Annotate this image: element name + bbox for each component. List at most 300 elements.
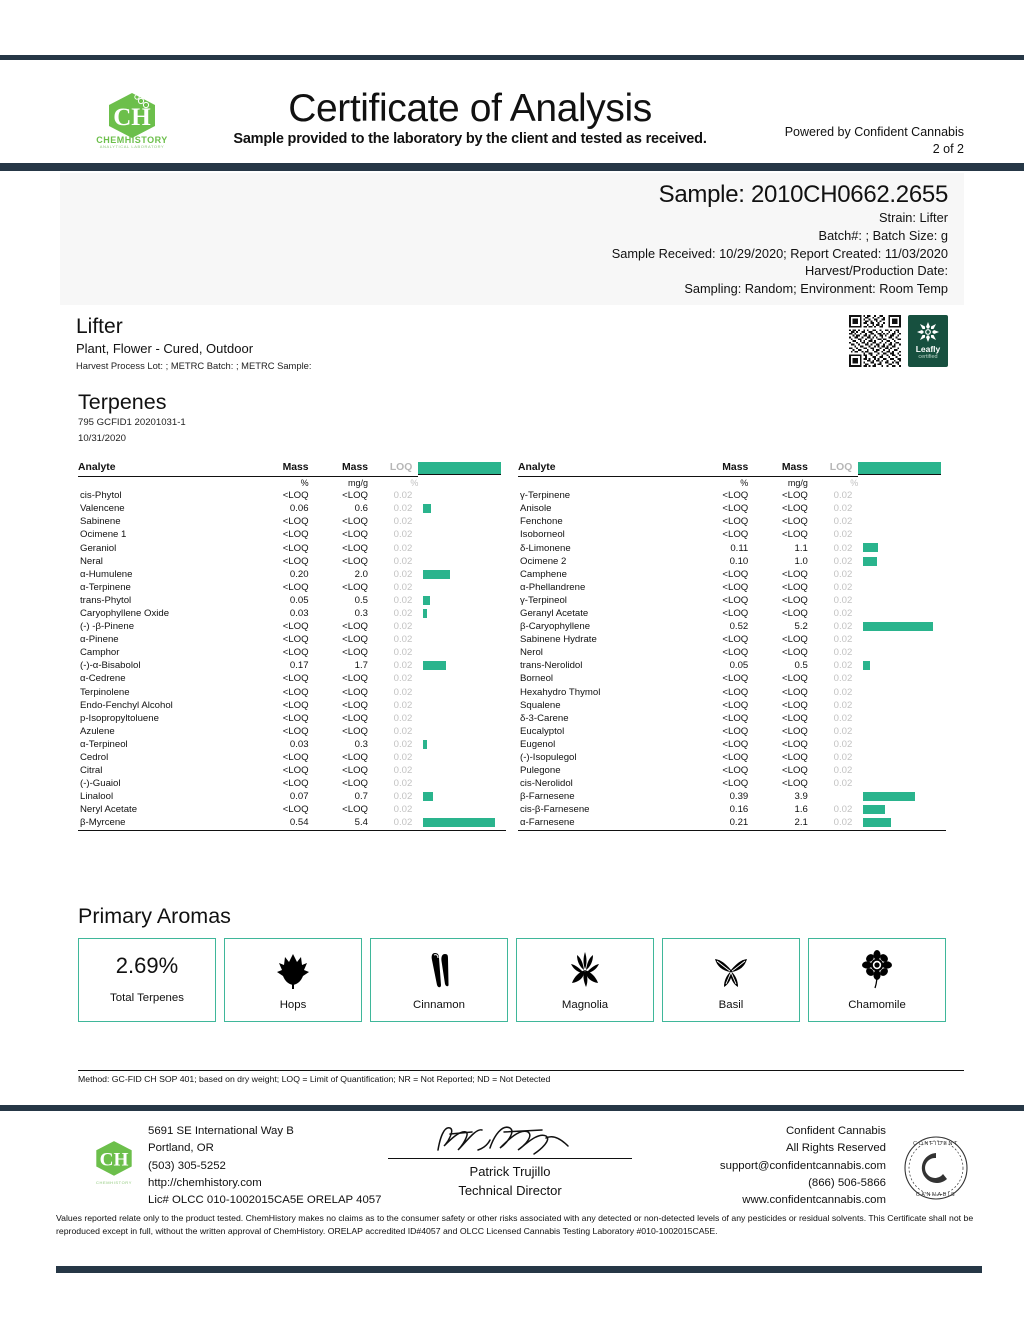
cell-analyte: trans-Nerolidol <box>520 660 583 672</box>
cell-bar <box>858 541 946 554</box>
leafly-sublabel: certified <box>918 354 938 361</box>
cell-mass-pct: 0.39 <box>729 791 749 803</box>
lab-website[interactable]: http://chemhistory.com <box>148 1176 262 1189</box>
cell-analyte: cis-Phytol <box>80 490 122 502</box>
cell-loq: 0.02 <box>833 568 853 580</box>
cell-mass-mgg: <LOQ <box>342 699 369 711</box>
cell-mass-pct: <LOQ <box>282 647 309 659</box>
cell-loq: 0.02 <box>833 594 853 606</box>
table-header-row <box>78 462 506 477</box>
powered-by-block <box>785 124 964 158</box>
cell-analyte: α-Cedrene <box>80 673 126 685</box>
cell-mass-pct: 0.21 <box>689 816 749 831</box>
svg-text:CANNABIS: CANNABIS <box>915 1192 957 1198</box>
cell-mass-mgg: <LOQ <box>342 725 369 737</box>
cell-mass-mgg: 0.3 <box>354 738 369 750</box>
cell-loq: 0.02 <box>393 647 413 659</box>
cell-bar <box>858 646 946 659</box>
col-header-analyte: Analyte <box>518 462 689 477</box>
cell-bar <box>418 672 506 685</box>
table-row <box>518 686 946 699</box>
cell-analyte: Isoborneol <box>520 529 565 541</box>
cell-analyte: Squalene <box>520 699 561 711</box>
table-row <box>518 502 946 515</box>
aroma-label: Chamomile <box>848 998 906 1011</box>
cell-bar <box>858 672 946 685</box>
cell-loq: 0.02 <box>833 503 853 515</box>
leafly-certified-badge[interactable] <box>908 315 948 367</box>
table-row <box>518 659 946 672</box>
terpenes-test-date: 10/31/2020 <box>78 432 127 444</box>
cell-mass-mgg: <LOQ <box>782 581 808 593</box>
table-row <box>518 515 946 528</box>
badges-group <box>849 315 948 367</box>
cell-bar <box>858 659 946 672</box>
cell-bar <box>418 764 506 777</box>
table-row <box>518 594 946 607</box>
value-bar <box>423 596 430 605</box>
units-row <box>518 477 946 490</box>
unit-mass-pct: % <box>300 478 309 489</box>
cell-analyte: Azulene <box>80 725 115 737</box>
cell-mass-pct: 0.10 <box>729 555 749 567</box>
table-row <box>78 764 506 777</box>
terpenes-method-id: 795 GCFID1 20201031-1 <box>78 417 186 429</box>
cell-bar <box>858 764 946 777</box>
unit-loq: % <box>850 478 859 489</box>
value-bar <box>863 661 870 670</box>
table-row <box>518 528 946 541</box>
cell-mass-mgg: <LOQ <box>782 634 808 646</box>
table-row <box>78 816 506 831</box>
unit-bar-blank <box>858 477 946 490</box>
cell-analyte: β-Caryophyllene <box>520 621 591 633</box>
cell-mass-mgg: 0.3 <box>354 607 369 619</box>
col-header-mass-mgg: Mass <box>309 462 368 477</box>
cell-analyte: Ocimene 1 <box>80 529 127 541</box>
table-row <box>78 777 506 790</box>
value-bar <box>863 818 891 827</box>
terpenes-table-right <box>518 462 946 831</box>
cell-analyte: Endo-Fenchyl Alcohol <box>80 699 173 711</box>
terpenes-title: Terpenes <box>78 390 167 414</box>
cell-analyte: Ocimene 2 <box>520 555 567 567</box>
footer-chemhistory-logo <box>86 1140 142 1186</box>
cell-mass-pct: <LOQ <box>722 607 749 619</box>
strain-lot-info: Harvest Process Lot: ; METRC Batch: ; METRC Sample: <box>76 359 312 371</box>
cell-bar <box>858 699 946 712</box>
table-row <box>518 803 946 816</box>
cell-bar <box>858 555 946 568</box>
cell-loq: 0.02 <box>833 542 853 554</box>
sample-sampling: Sampling: Random; Environment: Room Temp <box>684 280 948 296</box>
cell-mass-pct: 0.05 <box>289 594 309 606</box>
cell-analyte: Sabinene <box>80 516 121 528</box>
cell-bar <box>418 541 506 554</box>
cell-mass-mgg: 0.5 <box>354 594 369 606</box>
table-row <box>518 764 946 777</box>
cell-bar <box>858 607 946 620</box>
table-row <box>518 568 946 581</box>
cell-analyte: (-)-Isopulegol <box>520 752 577 764</box>
unit-mass-mgg: mg/g <box>787 478 808 489</box>
value-bar <box>423 609 427 618</box>
cell-mass-pct: <LOQ <box>282 621 309 633</box>
unit-loq: % <box>410 478 419 489</box>
cell-analyte: cis-β-Farnesene <box>520 804 590 816</box>
cell-bar <box>858 777 946 790</box>
aroma-card-cinnamon <box>370 938 508 1022</box>
hops-icon <box>273 948 313 992</box>
cell-analyte: (-) -β-Pinene <box>80 621 135 633</box>
cell-analyte: p-Isopropyltoluene <box>80 712 159 724</box>
table-header-row <box>518 462 946 477</box>
cell-mass-pct: <LOQ <box>722 490 749 502</box>
cell-mass-pct: <LOQ <box>722 725 749 737</box>
cell-mass-mgg: <LOQ <box>782 725 808 737</box>
cell-mass-pct: <LOQ <box>282 752 309 764</box>
footer-logo-wordmark: CHEMHISTORY <box>95 1180 132 1185</box>
cell-mass-mgg: 1.6 <box>794 804 808 816</box>
leafly-flower-icon <box>916 321 940 343</box>
cell-loq: 0.02 <box>393 699 413 711</box>
aroma-cards-row <box>78 938 964 1022</box>
method-note: Method: GC-FID CH SOP 401; based on dry weight; LOQ = Limit of Quantification; NR = Not Reported; ND = Not Detected <box>78 1070 964 1084</box>
cell-analyte: β-Farnesene <box>520 791 575 803</box>
cell-loq: 0.02 <box>833 555 853 567</box>
total-terpenes-card <box>78 938 216 1022</box>
chemhistory-logo <box>86 92 178 154</box>
signature-rule <box>388 1158 632 1159</box>
value-bar <box>423 570 450 579</box>
strain-type: Plant, Flower - Cured, Outdoor <box>76 341 254 357</box>
cell-analyte: Camphor <box>80 647 120 659</box>
aroma-card-magnolia <box>516 938 654 1022</box>
table-row <box>518 555 946 568</box>
magnolia-icon <box>565 948 605 992</box>
cell-analyte: Nerol <box>520 647 543 659</box>
cell-bar <box>858 594 946 607</box>
col-header-analyte: Analyte <box>78 462 249 477</box>
cell-mass-pct: <LOQ <box>282 686 309 698</box>
cell-bar <box>418 725 506 738</box>
cell-analyte: β-Myrcene <box>78 816 249 831</box>
legal-disclaimer: Values reported relate only to the product tested. ChemHistory makes no claims as to the consumer safety or other risks associated with any detected or non-detected levels of any pesticides or residual solvents. This Certificate shall not be reproduced except in full, without the written approval of ChemHistory. ORELAP accredited ID#4057 and OLCC Licensed Cannabis Testing Laboratory #010-1002015CA5E. <box>56 1213 974 1236</box>
cc-name: Confident Cannabis <box>785 1125 886 1137</box>
cell-mass-mgg: <LOQ <box>342 673 369 685</box>
cell-mass-pct: 0.06 <box>289 503 309 515</box>
table-row <box>518 816 946 831</box>
cell-bar <box>418 581 506 594</box>
cell-mass-pct: 0.17 <box>289 660 309 672</box>
cell-bar <box>418 751 506 764</box>
cell-analyte: α-Pinene <box>80 634 119 646</box>
cell-bar <box>418 646 506 659</box>
table-row <box>78 607 506 620</box>
table-row <box>78 620 506 633</box>
cell-bar <box>418 816 506 831</box>
cell-bar <box>418 777 506 790</box>
cell-bar <box>858 686 946 699</box>
cell-bar <box>858 738 946 751</box>
cell-mass-mgg: <LOQ <box>342 778 369 790</box>
cc-rights: All Rights Reserved <box>785 1142 886 1155</box>
primary-aromas-title: Primary Aromas <box>78 904 231 928</box>
cell-mass-pct: <LOQ <box>282 673 309 685</box>
cell-mass-mgg: <LOQ <box>782 607 808 619</box>
table-row <box>78 594 506 607</box>
table-row <box>78 528 506 541</box>
cell-loq: 0.02 <box>393 529 413 541</box>
table-row <box>78 725 506 738</box>
svg-text:CH: CH <box>113 104 151 131</box>
value-bar <box>863 543 878 552</box>
value-bar <box>423 740 427 749</box>
cell-mass-mgg: <LOQ <box>342 765 369 777</box>
table-row <box>78 659 506 672</box>
sample-harvest-date: Harvest/Production Date: <box>805 263 948 279</box>
svg-text:CONFIDENT: CONFIDENT <box>913 1141 959 1147</box>
cell-loq: 0.02 <box>393 686 413 698</box>
cell-loq: 0.02 <box>833 712 853 724</box>
cell-bar <box>418 528 506 541</box>
cell-mass-pct: <LOQ <box>722 516 749 528</box>
cell-loq: 0.02 <box>833 778 853 790</box>
cell-loq: 0.02 <box>393 634 413 646</box>
primary-aromas-section <box>78 905 964 1022</box>
signer-name: Patrick Trujillo <box>469 1164 551 1179</box>
cell-loq: 0.02 <box>833 607 853 619</box>
coa-title-block <box>180 88 760 147</box>
cell-mass-pct: <LOQ <box>282 634 309 646</box>
cell-analyte: Anisole <box>520 503 552 515</box>
page-number: 2 of 2 <box>932 141 964 156</box>
top-rule <box>0 55 1024 60</box>
table-row <box>78 555 506 568</box>
table-row <box>518 672 946 685</box>
table-row <box>518 489 946 502</box>
unit-mass-mgg: mg/g <box>348 478 369 489</box>
cell-analyte: Cedrol <box>80 752 109 764</box>
qr-code-icon[interactable] <box>849 315 901 367</box>
cell-mass-mgg: <LOQ <box>782 647 808 659</box>
sample-received: Sample Received: 10/29/2020; Report Created: 11/03/2020 <box>611 245 948 261</box>
cell-mass-mgg: 2.1 <box>748 816 808 831</box>
aroma-card-chamomile <box>808 938 946 1022</box>
address-line: Portland, OR <box>148 1142 214 1155</box>
value-bar <box>863 622 932 631</box>
unit-blank <box>518 477 689 490</box>
cell-mass-mgg: <LOQ <box>782 699 808 711</box>
table-row <box>518 646 946 659</box>
cell-mass-mgg: <LOQ <box>782 529 808 541</box>
unit-bar-blank <box>418 477 506 490</box>
cell-mass-mgg: <LOQ <box>342 516 369 528</box>
aroma-label: Basil <box>718 998 744 1011</box>
table-row <box>518 790 946 803</box>
cell-analyte: Terpinolene <box>80 686 130 698</box>
strain-name: Lifter <box>76 315 123 338</box>
terpenes-table-left-col <box>78 462 506 831</box>
table-row <box>78 672 506 685</box>
cell-loq <box>808 790 858 803</box>
table-row <box>78 686 506 699</box>
cell-loq: 0.02 <box>833 581 853 593</box>
cell-bar <box>858 816 946 831</box>
cell-mass-pct: 0.07 <box>289 791 309 803</box>
cell-loq: 0.02 <box>393 581 413 593</box>
cell-bar <box>418 620 506 633</box>
cell-loq: 0.02 <box>393 660 413 672</box>
cell-mass-mgg: 0.7 <box>354 791 369 803</box>
cell-analyte: δ-3-Carene <box>520 712 569 724</box>
col-header-loq: LOQ <box>808 462 858 477</box>
cell-bar <box>418 790 506 803</box>
table-row <box>78 803 506 816</box>
units-row <box>78 477 506 490</box>
unit-blank <box>78 477 249 490</box>
total-terpenes-label: Total Terpenes <box>110 991 184 1004</box>
value-bar <box>423 818 495 827</box>
cell-loq: 0.02 <box>368 816 418 831</box>
cell-loq: 0.02 <box>393 712 413 724</box>
svg-text:CH: CH <box>99 1149 129 1171</box>
cell-mass-pct: <LOQ <box>282 542 309 554</box>
hexagon-logo-icon <box>106 92 158 138</box>
page-title: Certificate of Analysis <box>288 87 652 130</box>
value-bar <box>863 805 884 814</box>
cell-loq: 0.02 <box>833 634 853 646</box>
cell-mass-pct: <LOQ <box>282 712 309 724</box>
cell-mass-pct: <LOQ <box>722 699 749 711</box>
cell-mass-mgg: <LOQ <box>782 712 808 724</box>
confident-cannabis-seal-icon <box>903 1135 969 1201</box>
cell-mass-pct: <LOQ <box>722 765 749 777</box>
cell-bar <box>418 699 506 712</box>
cell-mass-pct: 0.05 <box>729 660 749 672</box>
cell-mass-pct: <LOQ <box>282 765 309 777</box>
table-row <box>78 790 506 803</box>
cell-mass-pct: <LOQ <box>282 555 309 567</box>
powered-by-text: Powered by Confident Cannabis <box>784 125 964 139</box>
chamomile-icon <box>857 948 897 992</box>
cell-loq: 0.02 <box>393 778 413 790</box>
cell-mass-pct: <LOQ <box>722 712 749 724</box>
table-row <box>518 777 946 790</box>
table-row <box>78 568 506 581</box>
cell-mass-pct: <LOQ <box>282 804 309 816</box>
cell-mass-mgg: 1.0 <box>794 555 808 567</box>
table-row <box>518 581 946 594</box>
cell-loq: 0.02 <box>393 738 413 750</box>
signature-block <box>388 1120 632 1201</box>
cell-mass-pct: <LOQ <box>722 594 749 606</box>
cell-mass-mgg: 0.6 <box>354 503 369 515</box>
table-row <box>518 633 946 646</box>
table-row <box>518 541 946 554</box>
cell-analyte: Borneol <box>520 673 554 685</box>
cell-mass-mgg: <LOQ <box>782 568 808 580</box>
cell-bar <box>858 502 946 515</box>
cc-email[interactable]: support@confidentcannabis.com <box>719 1159 886 1172</box>
sample-info-panel <box>60 173 964 309</box>
strain-panel <box>60 305 964 385</box>
table-row <box>78 581 506 594</box>
cell-bar <box>858 790 946 803</box>
col-header-mass-mgg: Mass <box>748 462 808 477</box>
table-row <box>78 541 506 554</box>
address-line: 5691 SE International Way B <box>148 1125 294 1137</box>
lab-address-block <box>148 1123 381 1210</box>
cell-mass-pct: <LOQ <box>722 752 749 764</box>
cell-analyte: α-Phellandrene <box>520 581 586 593</box>
cell-loq: 0.02 <box>833 738 853 750</box>
cell-mass-pct: <LOQ <box>722 634 749 646</box>
cell-mass-mgg: <LOQ <box>342 542 369 554</box>
cell-mass-pct: 0.54 <box>249 816 308 831</box>
cell-mass-mgg: <LOQ <box>342 712 369 724</box>
cell-analyte: (-)-Guaiol <box>80 778 121 790</box>
cell-analyte: Hexahydro Thymol <box>520 686 601 698</box>
cell-analyte: trans-Phytol <box>80 594 132 606</box>
terpenes-table-right-col <box>518 462 946 831</box>
cell-bar <box>858 581 946 594</box>
cell-bar <box>418 607 506 620</box>
cell-loq: 0.02 <box>393 725 413 737</box>
cell-loq: 0.02 <box>833 699 853 711</box>
cell-mass-pct: <LOQ <box>722 738 749 750</box>
cell-analyte: Valencene <box>80 503 125 515</box>
lab-phone: (503) 305-5252 <box>148 1159 226 1172</box>
basil-icon <box>711 948 751 992</box>
cell-mass-pct: <LOQ <box>722 529 749 541</box>
cell-mass-pct: <LOQ <box>282 516 309 528</box>
cell-analyte: α-Terpineol <box>80 738 128 750</box>
col-header-mass-pct: Mass <box>689 462 749 477</box>
cc-website[interactable]: www.confidentcannabis.com <box>742 1194 886 1207</box>
cell-loq: 0.02 <box>393 555 413 567</box>
cell-mass-mgg: <LOQ <box>782 516 808 528</box>
cell-mass-pct: 0.52 <box>729 621 749 633</box>
cell-mass-mgg: <LOQ <box>342 804 369 816</box>
cell-loq: 0.02 <box>833 673 853 685</box>
cell-loq: 0.02 <box>833 752 853 764</box>
cell-mass-pct: <LOQ <box>282 529 309 541</box>
cell-analyte: Sabinene Hydrate <box>520 634 597 646</box>
cell-analyte: Neral <box>80 555 103 567</box>
cell-bar <box>418 803 506 816</box>
cell-bar <box>418 515 506 528</box>
col-header-bar <box>858 462 941 475</box>
cell-bar <box>858 620 946 633</box>
cell-bar <box>858 803 946 816</box>
cell-bar <box>858 528 946 541</box>
table-row <box>78 515 506 528</box>
signature-icon <box>420 1120 600 1158</box>
cell-bar <box>418 659 506 672</box>
signer-title: Technical Director <box>458 1182 562 1198</box>
value-bar <box>863 557 876 566</box>
cell-mass-mgg: 3.9 <box>794 791 808 803</box>
cell-bar <box>858 712 946 725</box>
cell-analyte: α-Farnesene <box>518 816 689 831</box>
cell-analyte: Fenchone <box>520 516 563 528</box>
cinnamon-icon <box>419 948 459 992</box>
cell-mass-mgg: <LOQ <box>782 778 808 790</box>
cell-loq: 0.02 <box>393 765 413 777</box>
cell-mass-mgg: 5.4 <box>309 816 368 831</box>
terpenes-right-body <box>518 477 946 831</box>
